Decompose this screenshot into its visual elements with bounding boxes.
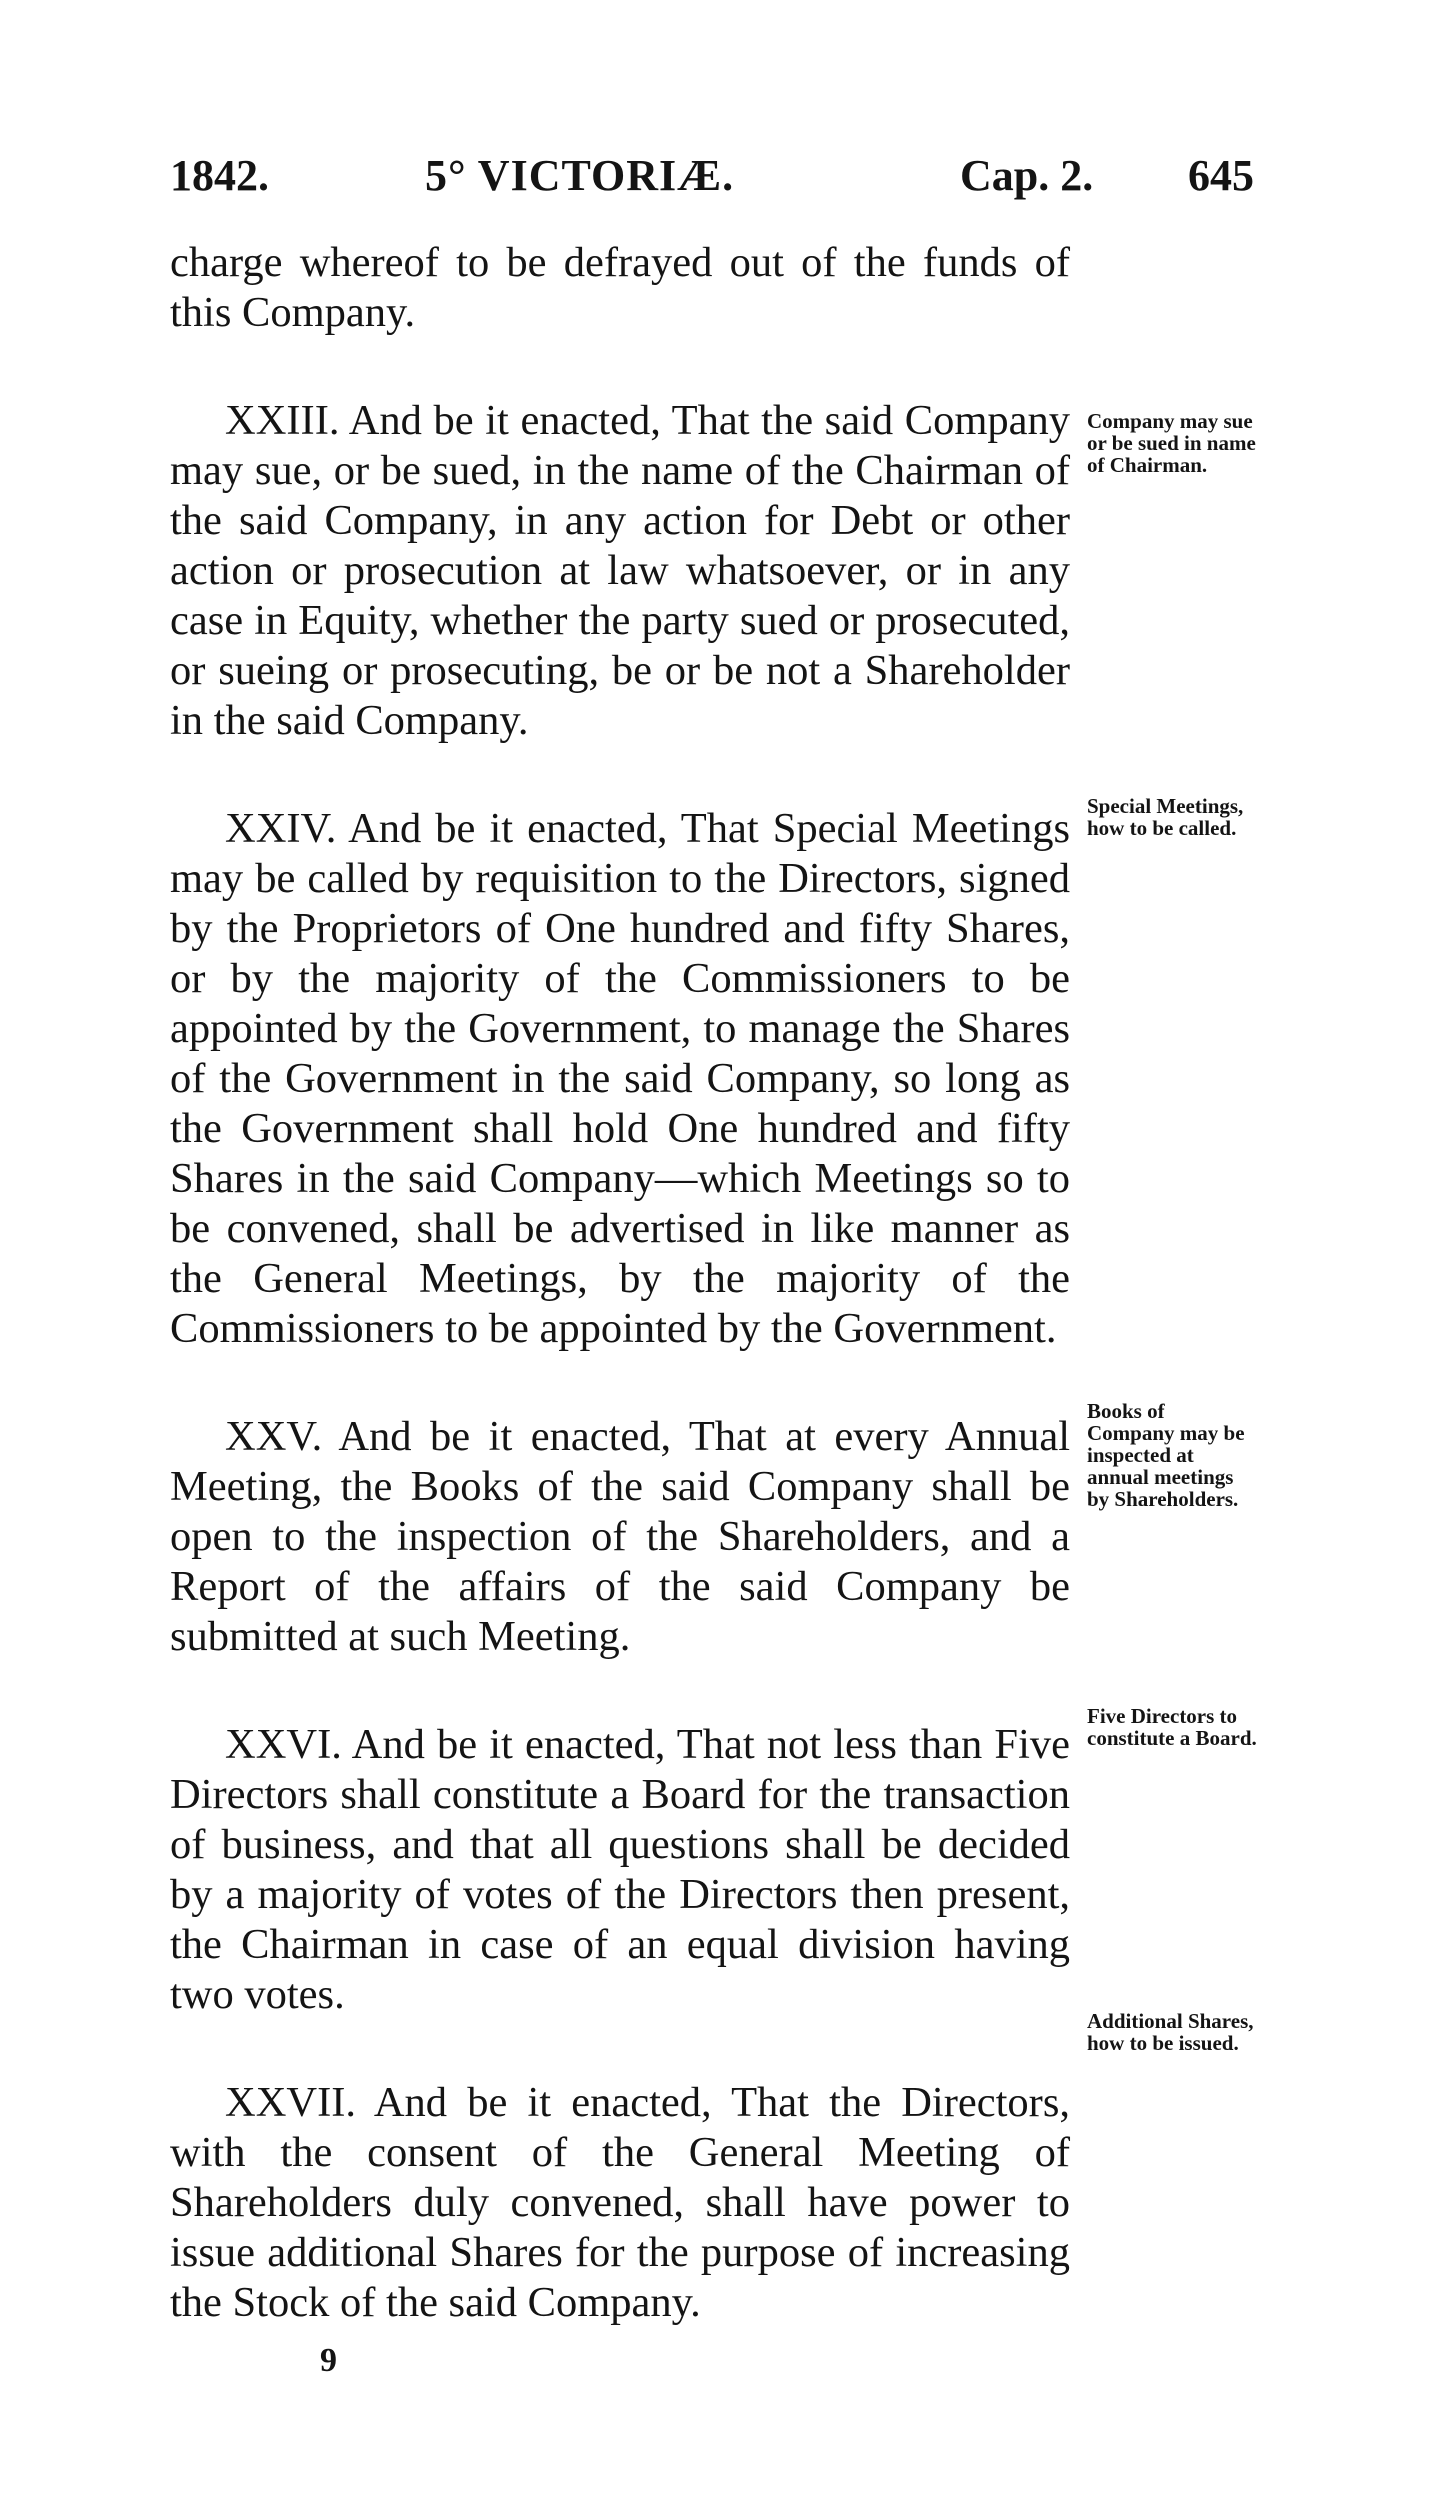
section-xxv: XXV. And be it enacted, That at every Annual Meeting, the Books of the said Company shall be open to the inspection of the Shareholders, and a Report of the affairs of the said Company be submitted at such Meeting. xyxy=(170,1413,1070,1660)
margin-note-xxvii: Additional Shares, how to be issued. xyxy=(1087,2009,1254,2055)
section-xxvii: XXVII. And be it enacted, That the Directors, with the consent of the General Meeting of Shareholders duly convened, shall have power to issue additional Shares for the purpose of increasing the Stock of the said Company. xyxy=(170,2079,1070,2326)
running-header xyxy=(170,150,1270,210)
margin-note-xxiii: Company may sue or be sued in name of Chairman. xyxy=(1087,409,1256,477)
paragraph-continuation: charge whereof to be defrayed out of the funds of this Company. xyxy=(170,239,1070,336)
signature-mark: 9 xyxy=(320,2342,337,2379)
margin-note-xxiv: Special Meetings, how to be called. xyxy=(1087,794,1244,840)
section-xxvi: XXVI. And be it enacted, That not less than Five Directors shall constitute a Board for the transaction of business, and that all questions shall be decided by a majority of votes of the Directors then present, the Chairman in case of an equal division having two votes. xyxy=(170,1721,1070,2018)
margin-note-xxvi: Five Directors to constitute a Board. xyxy=(1087,1704,1257,1750)
header-reign: 5° VICTORIÆ. xyxy=(425,151,735,200)
header-year: 1842. xyxy=(170,151,269,200)
margin-note-xxv: Books of Company may be inspected at annual meetings by Shareholders. xyxy=(1087,1399,1245,1511)
section-xxiv: XXIV. And be it enacted, That Special Meetings may be called by requisition to the Directors, signed by the Proprietors of One hundred and fifty Shares, or by the majority of the Commissioners to be appointed by the Government, to manage the Shares of the Government in the said Company, so long as the Government shall hold One hundred and fifty Shares in the said Company—which Meetings so to be convened, shall be advertised in like manner as the General Meetings, by the majority of the Commissioners to be appointed by the Government. xyxy=(170,805,1070,1352)
page-number: 645 xyxy=(1188,151,1254,200)
header-chapter: Cap. 2. xyxy=(960,151,1094,200)
section-xxiii: XXIII. And be it enacted, That the said Company may sue, or be sued, in the name of the Chairman of the said Company, in any action for Debt or other action or prosecution at law whatsoever, or in any case in Equity, whether the party sued or prosecuted, or sueing or prosecuting, be or be not a Shareholder in the said Company. xyxy=(170,397,1070,744)
body-text xyxy=(170,238,1070,2328)
